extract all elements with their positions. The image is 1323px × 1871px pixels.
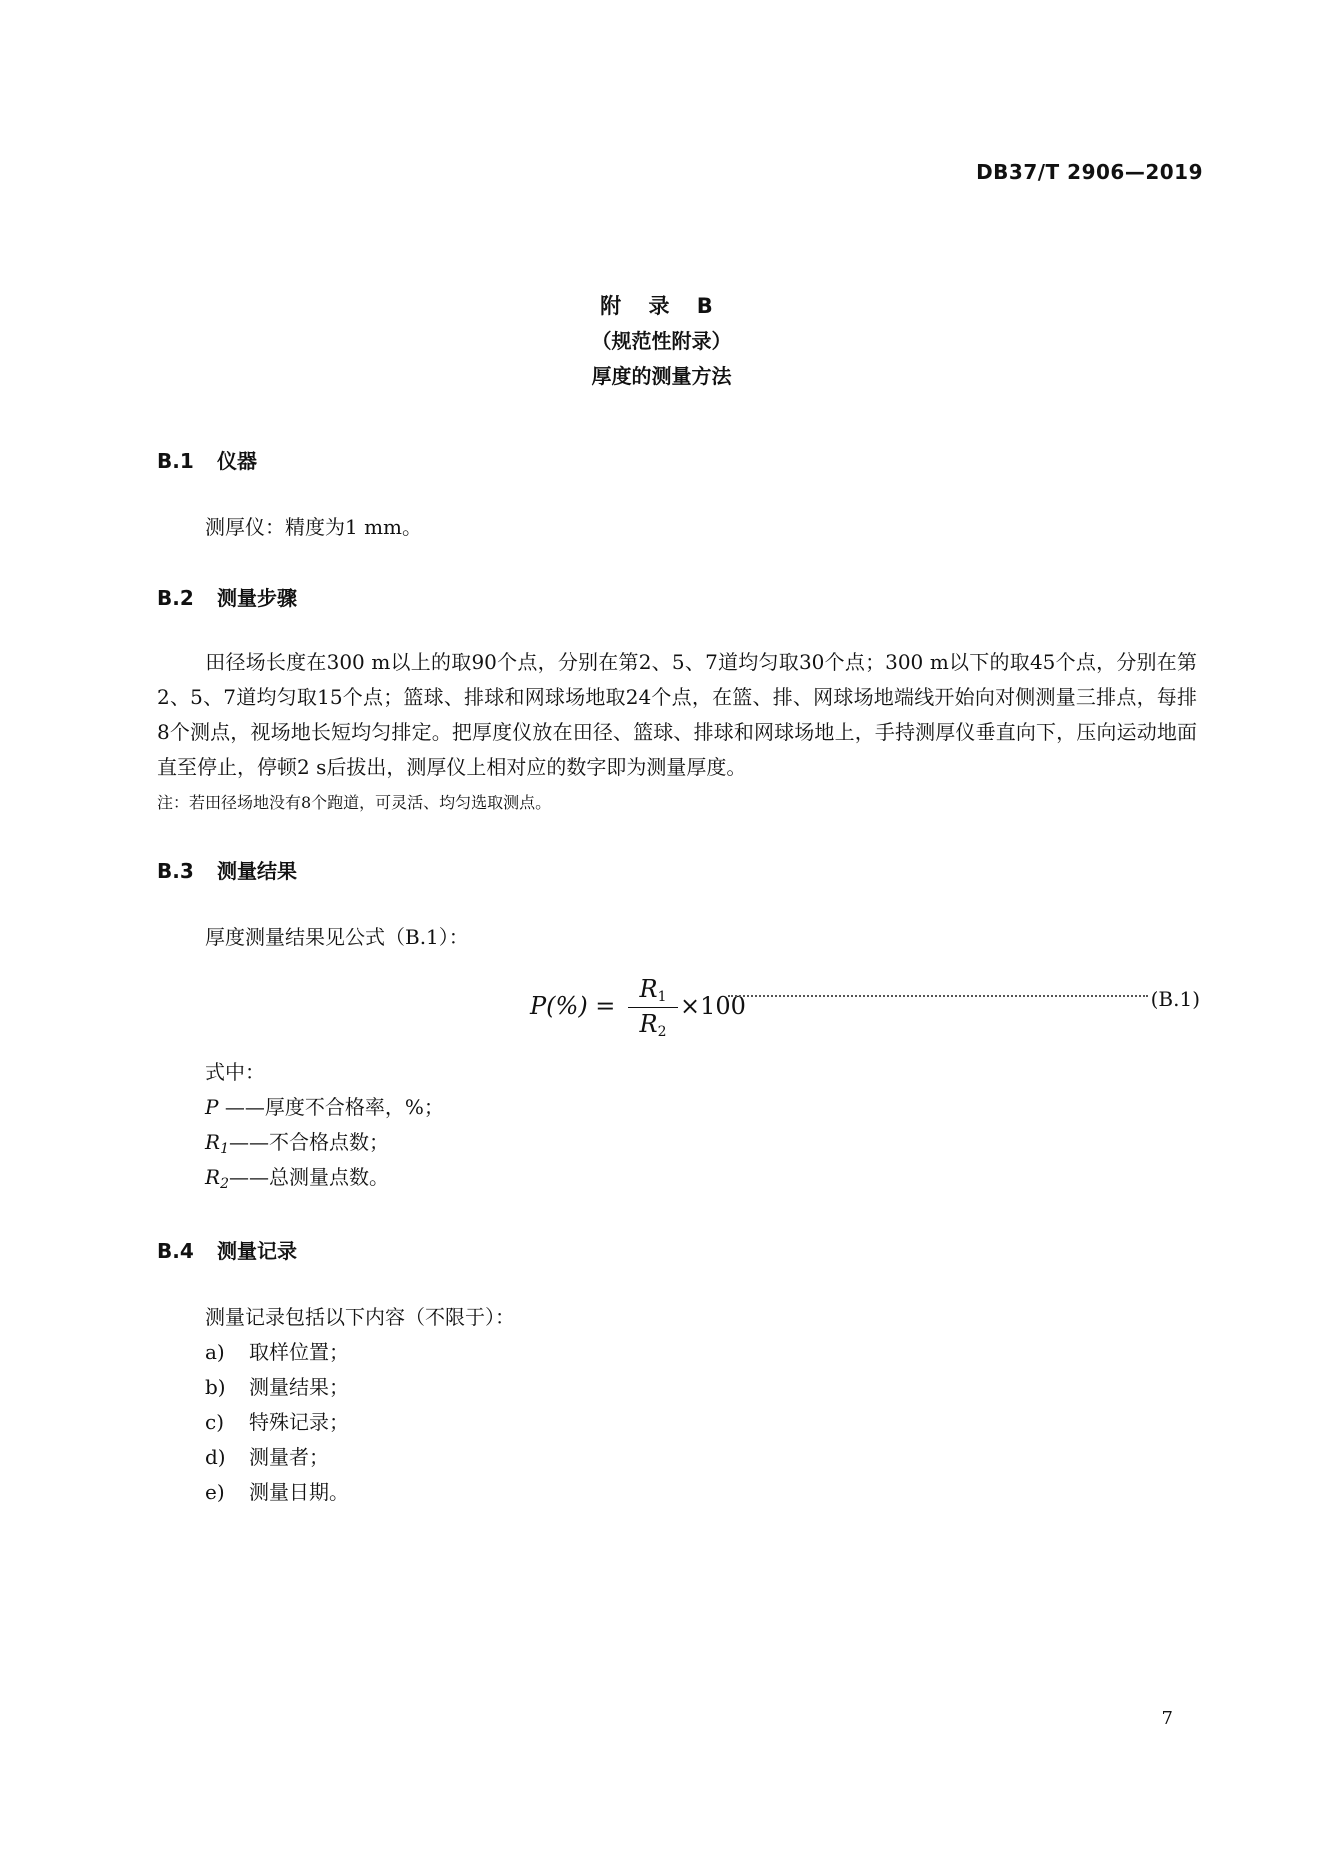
- formula-lhs: P(%) =: [530, 992, 616, 1020]
- formula-fraction: [628, 975, 678, 1040]
- b2-note: 注：若田径场地没有8个跑道，可灵活、均匀选取测点。: [157, 793, 552, 812]
- list-item: d) 测量者；: [205, 1445, 329, 1469]
- appendix-label: 附 录 B: [600, 294, 723, 318]
- b2-text: 田径场长度在300 m以上的取90个点，分别在第2、5、7道均匀取30个点；300 m以下的取45个点，分别在第2、5、7道均匀取15个点；篮球、排球和网球场地取24个点，在篮、排、网球场地端线开始向对侧测量三排点，每排8个测点，视场地长短均匀排定。把厚度仪放在田径、篮球、排球和网球场地上，手持测厚仪垂直向下，压向运动地面直至停止，停顿2 s后拔出，测厚仪上相对应的数字即为测量厚度。: [157, 650, 1197, 779]
- b2-paragraph: [157, 645, 1197, 785]
- b1-text: 测厚仪：精度为1 mm。: [205, 515, 423, 539]
- list-item: b) 测量结果；: [205, 1375, 349, 1399]
- b1-paragraph: [157, 510, 1197, 545]
- b3-intro: [157, 920, 1197, 955]
- where-label: 式中：: [205, 1060, 265, 1084]
- var-def-r1: $R_1——$不合格点数；: [205, 1130, 389, 1157]
- list-item: e) 测量日期。: [205, 1480, 349, 1504]
- section-number: B.1: [157, 449, 194, 473]
- formula-denominator: $R_2$: [639, 1010, 667, 1040]
- fraction-bar: [628, 1007, 678, 1008]
- section-title: 测量结果: [217, 859, 297, 883]
- list-item: c) 特殊记录；: [205, 1410, 349, 1434]
- section-title: 测量步骤: [217, 586, 297, 610]
- appendix-title: 厚度的测量方法: [591, 364, 732, 388]
- document-code: DB37/T 2906—2019: [976, 160, 1203, 184]
- list-item: a) 取样位置；: [205, 1340, 349, 1364]
- var-def-r2: $R_2——$总测量点数。: [205, 1165, 389, 1192]
- formula-rhs: ×100: [680, 992, 746, 1020]
- formula-leader-dots: [728, 995, 1148, 997]
- page-number: 7: [1161, 1708, 1173, 1729]
- b3-intro-text: 厚度测量结果见公式（B.1）：: [205, 925, 469, 949]
- section-heading-b2: [157, 582, 297, 611]
- section-heading-b3: [157, 855, 297, 884]
- formula-b1: [530, 975, 1200, 1045]
- formula-number: (B.1): [1150, 987, 1200, 1011]
- formula-numerator: $R_1$: [639, 975, 667, 1005]
- var-def-p: P ——厚度不合格率，%；: [205, 1095, 444, 1119]
- section-heading-b1: [157, 445, 257, 474]
- b4-list: [205, 1335, 349, 1510]
- section-heading-b4: [157, 1235, 297, 1264]
- section-number: B.4: [157, 1239, 194, 1263]
- section-title: 仪器: [217, 449, 257, 473]
- section-number: B.3: [157, 859, 194, 883]
- section-number: B.2: [157, 586, 194, 610]
- b4-intro: 测量记录包括以下内容（不限于）：: [205, 1305, 515, 1329]
- section-title: 测量记录: [217, 1239, 297, 1263]
- appendix-type: （规范性附录）: [591, 329, 732, 353]
